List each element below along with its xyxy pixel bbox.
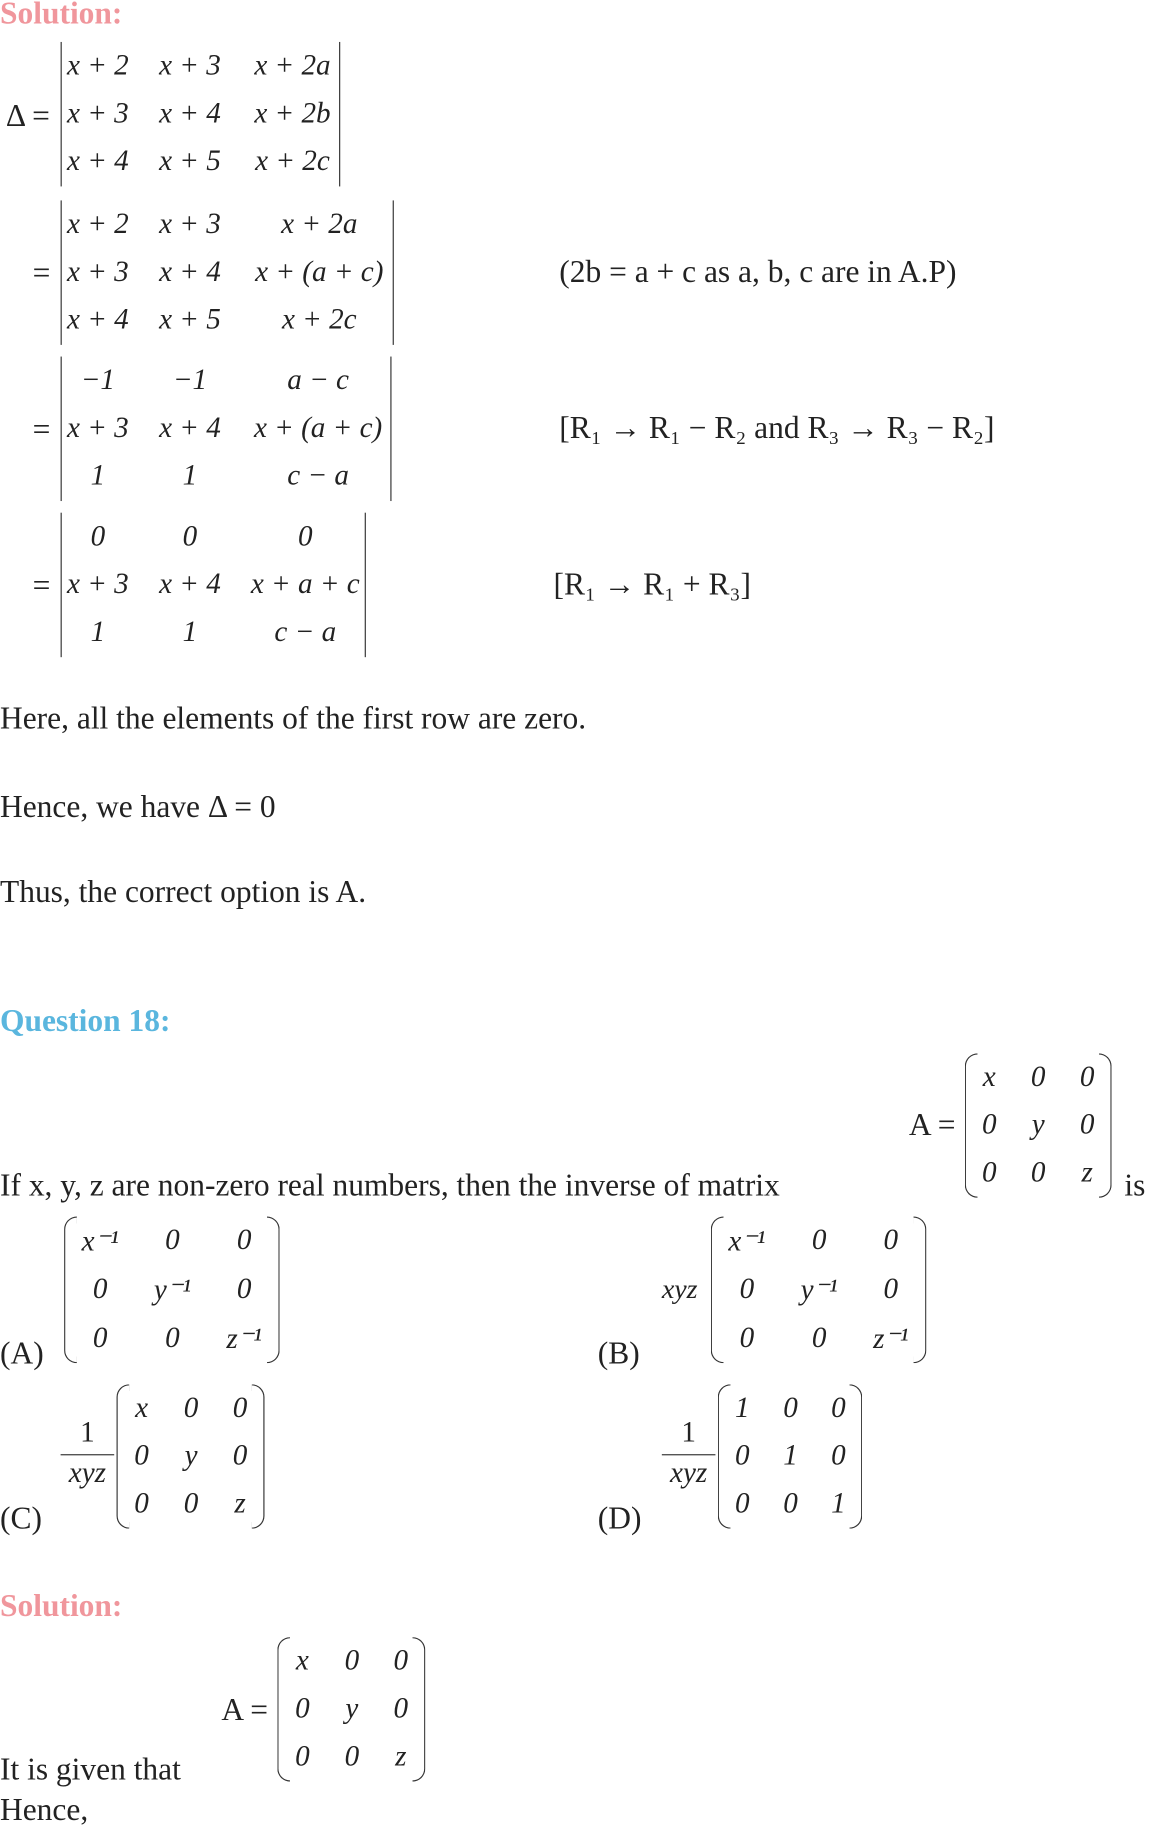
matrix-cell: x⁻¹ [81,1225,119,1258]
step-note-ap: (2b = a + c as a, b, c are in A.P) [559,254,957,289]
matrix-cell: z⁻¹ [226,1323,262,1356]
matrix-cell: x + 4 [159,568,221,601]
matrix-cell: 0 [236,1224,252,1257]
matrix-cell: 0 [134,1488,149,1520]
matrix-cell: 0 [182,520,198,552]
matrix-cell: x + 2c [255,146,330,178]
text-given: It is given that [0,1751,181,1787]
matrix-a [965,1053,1112,1197]
matrix-lhs: A = [221,1691,268,1727]
matrix-cell: y⁻¹ [800,1274,838,1307]
text-hence: Hence, we have Δ = 0 [0,788,276,824]
matrix-cell: 0 [165,1322,180,1354]
matrix-cell: 0 [295,1741,310,1773]
solution-heading: Solution: [0,0,123,31]
matrix-cell: 0 [734,1440,750,1472]
matrix-cell: 0 [1030,1061,1046,1093]
fraction-denominator: xyz [670,1457,708,1490]
option-c-label: (C) [0,1500,42,1536]
equals-sign: = [32,411,51,447]
step-note-row-add: [R₁ → R₁ + R₃] [553,566,751,602]
matrix-cell: 0 [1079,1061,1095,1093]
matrix-cell: 1 [182,460,198,493]
matrix-cell: z⁻¹ [873,1323,909,1356]
matrix-cell: 0 [783,1488,798,1520]
matrix-cell: x + 4 [159,97,221,130]
matrix-cell: x + (a + c) [255,256,384,288]
matrix-cell: x + 2a [254,49,331,82]
matrix-cell: x [982,1061,996,1093]
matrix-cell: x + 3 [67,568,129,601]
question-heading: Question 18: [0,1003,171,1039]
determinant-3 [61,357,392,501]
text-conclusion: Thus, the correct option is A. [0,873,367,909]
matrix-cell: x + 5 [159,304,221,336]
option-a-label: (A) [0,1335,44,1371]
determinant-2 [61,200,394,344]
matrix-cell: 0 [981,1109,997,1141]
matrix-cell: 0 [232,1392,248,1424]
option-b-label: (B) [597,1335,640,1371]
matrix-cell: 0 [232,1440,248,1472]
matrix-cell: x + a + c [250,568,360,601]
option-d-fraction [662,1417,716,1490]
matrix-cell: x + 3 [67,97,129,130]
matrix-cell: x + 3 [159,49,221,82]
matrix-cell: c − a [274,616,337,649]
matrix-cell: x + 2 [67,49,129,82]
matrix-cell: 0 [811,1322,827,1354]
matrix-cell: x + 4 [159,256,221,288]
matrix-cell: x + 4 [67,304,129,336]
option-d-label: (D) [597,1500,642,1536]
matrix-cell: x + 3 [67,256,129,288]
matrix-cell: 0 [393,1644,409,1677]
matrix-cell: 0 [883,1273,899,1306]
matrix-cell: x + 2a [281,208,358,240]
matrix-cell: 0 [344,1741,360,1773]
text-first-row-zero: Here, all the elements of the first row are zero. [0,700,587,736]
question-text: If x, y, z are non-zero real numbers, then the inverse of matrix [0,1167,780,1203]
option-b-matrix [711,1216,927,1363]
matrix-cell: a − c [287,364,349,396]
matrix-cell: 0 [297,520,313,552]
solution-matrix-a [277,1637,425,1781]
matrix-cell: 0 [831,1392,846,1424]
matrix-cell: 0 [883,1224,899,1257]
matrix-cell: 1 [783,1440,798,1472]
fraction-denominator: xyz [68,1457,106,1490]
question-suffix: is [1124,1167,1146,1203]
matrix-cell: 1 [831,1488,846,1520]
matrix-cell: z [395,1741,407,1773]
matrix-cell: 0 [183,1392,199,1424]
matrix-cell: 0 [92,1322,108,1354]
matrix-cell: x⁻¹ [728,1225,766,1258]
matrix-cell: z [1081,1157,1093,1189]
matrix-cell: x + 3 [67,412,129,444]
matrix-cell: x + 3 [159,208,221,240]
determinant-4 [61,513,366,657]
matrix-cell: 0 [1079,1109,1095,1141]
matrix-cell: 0 [344,1644,360,1677]
matrix-cell: 0 [92,1273,108,1306]
matrix-cell: 1 [734,1392,750,1424]
matrix-cell: 0 [393,1693,409,1725]
matrix-cell: 0 [981,1157,997,1189]
matrix-cell: x [135,1392,149,1424]
option-c-fraction [61,1417,115,1490]
equals-sign: = [32,567,51,603]
matrix-cell: 0 [783,1392,798,1424]
matrix-cell: 0 [739,1322,755,1354]
option-d-matrix [718,1384,862,1528]
matrix-cell: y [1031,1109,1045,1141]
matrix-cell: −1 [172,364,208,396]
matrix-cell: y⁻¹ [153,1274,191,1307]
matrix-cell: 1 [90,616,106,649]
matrix-cell: x + 5 [159,146,221,178]
matrix-cell: x + 4 [159,412,221,444]
matrix-cell: 0 [734,1488,750,1520]
solution-heading: Solution: [0,1588,123,1624]
matrix-cell: 0 [90,520,106,552]
matrix-cell: x + 2 [67,208,129,240]
matrix-cell: 0 [134,1440,149,1472]
matrix-cell: 0 [183,1488,199,1520]
fraction-numerator: 1 [61,1417,115,1455]
matrix-cell: y [184,1440,198,1472]
matrix-cell: 0 [236,1273,252,1306]
matrix-cell: z [234,1488,246,1520]
matrix-cell: −1 [80,364,115,396]
option-a-matrix [64,1216,280,1363]
matrix-cell: x + (a + c) [253,412,383,444]
matrix-cell: x + 2c [281,304,357,336]
determinant-lhs: Δ = [5,97,50,133]
matrix-cell: x [295,1644,309,1677]
fraction-numerator: 1 [662,1417,716,1455]
matrix-cell: 0 [811,1224,827,1257]
matrix-cell: 0 [739,1273,755,1306]
determinant-1 [61,42,341,186]
option-c-matrix [117,1384,265,1528]
matrix-cell: 1 [182,616,198,649]
matrix-cell: 0 [831,1440,846,1472]
matrix-cell: 0 [165,1224,180,1257]
matrix-cell: x + 2b [254,97,331,130]
step-note-row-ops: [R₁ → R₁ − R₂ and R₃ → R₃ − R₂] [559,410,995,446]
matrix-cell: y [345,1693,359,1725]
option-b-prefix: xyz [661,1274,698,1306]
matrix-cell: c − a [287,460,349,493]
matrix-cell: x + 4 [67,146,129,178]
matrix-cell: 0 [1030,1157,1046,1189]
equals-sign: = [32,255,51,291]
matrix-cell: 0 [295,1693,310,1725]
matrix-cell: 1 [90,460,106,493]
text-hence-2: Hence, [0,1792,89,1828]
matrix-lhs: A = [908,1106,956,1142]
